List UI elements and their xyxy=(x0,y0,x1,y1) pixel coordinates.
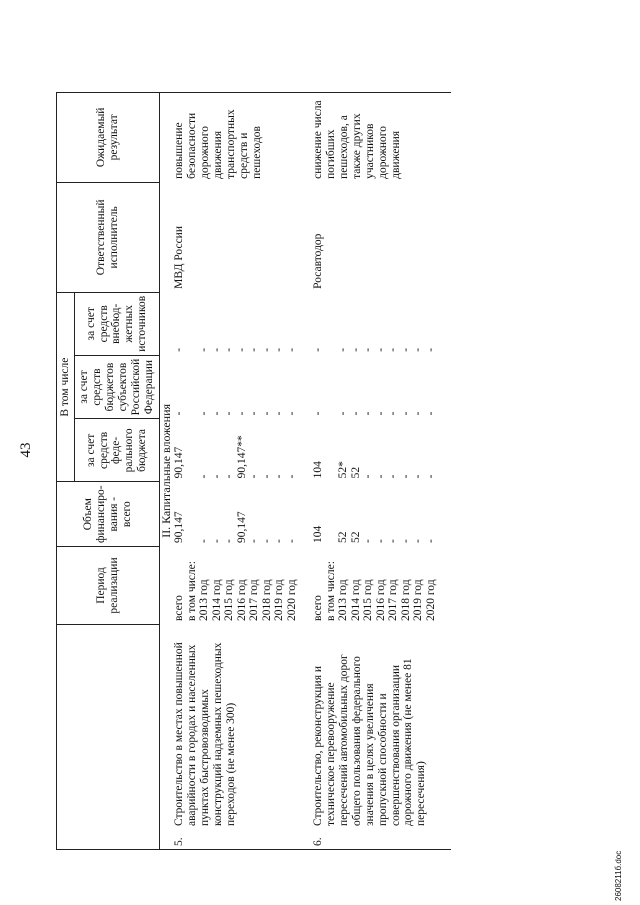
regional-value: - xyxy=(198,411,211,416)
regional-cell xyxy=(173,355,298,419)
extra-value: - xyxy=(387,347,400,352)
federal-cell xyxy=(312,419,437,482)
activity-text: Строительство, реконструкция и техническое перевооружение пересечений автомобильных дорог общего пользования федерального значения в целях увеличения пропускной способности и совершенствования организации дорожного движения (не менее 81 пересечения) xyxy=(312,654,428,826)
total-value: - xyxy=(285,539,298,543)
period-value: 2013 год xyxy=(337,579,350,621)
extra-value: - xyxy=(285,347,298,352)
regional-value: - xyxy=(173,411,186,416)
total-value: - xyxy=(412,539,425,543)
regional-value: - xyxy=(337,411,350,416)
header-executor: Ответственный исполнитель xyxy=(57,182,160,292)
extra-value: - xyxy=(235,347,248,352)
total-value: - xyxy=(273,539,286,543)
regional-value: - xyxy=(312,411,325,416)
extra-value: - xyxy=(412,347,425,352)
regional-value: - xyxy=(362,411,375,416)
extra-cell xyxy=(312,292,437,355)
regional-value xyxy=(325,359,338,416)
federal-value xyxy=(325,422,338,478)
regional-value: - xyxy=(424,411,437,416)
federal-value: - xyxy=(399,474,412,479)
regional-value: - xyxy=(399,411,412,416)
period-value: в том числе: xyxy=(185,561,198,621)
total-value: - xyxy=(374,539,387,543)
regional-value: - xyxy=(387,411,400,416)
spacer-cell xyxy=(298,92,312,849)
regional-value: - xyxy=(223,411,236,416)
regional-value: - xyxy=(235,411,248,416)
total-cell xyxy=(312,482,437,547)
period-value: 2019 год xyxy=(273,579,286,621)
section-row xyxy=(159,92,173,849)
activity-row xyxy=(173,92,298,849)
extra-value: - xyxy=(210,347,223,352)
total-value: - xyxy=(260,539,273,543)
header-total: Объем финансиро-вания - всего xyxy=(57,482,160,547)
regional-value: - xyxy=(412,411,425,416)
activity-block xyxy=(312,628,428,846)
spacer-cell xyxy=(437,92,451,849)
total-value: - xyxy=(198,539,211,543)
program-table xyxy=(56,92,451,850)
total-value: - xyxy=(362,539,375,543)
regional-value: - xyxy=(210,411,223,416)
extra-value: - xyxy=(374,347,387,352)
federal-value: 90,147** xyxy=(235,435,248,479)
extra-value: - xyxy=(312,347,325,352)
federal-value: 52 xyxy=(349,466,362,479)
total-value xyxy=(186,485,199,543)
period-value: всего xyxy=(173,595,186,621)
regional-value: - xyxy=(374,411,387,416)
total-value: - xyxy=(399,539,412,543)
period-value: 2013 год xyxy=(198,579,211,621)
header-extra: за счет средств внебюд-жетных источников xyxy=(74,292,159,355)
section-title: II. Капитальные вложения xyxy=(159,92,173,849)
total-value xyxy=(325,485,338,543)
period-value: 2020 год xyxy=(424,579,437,621)
regional-value: - xyxy=(260,411,273,416)
period-value: 2014 год xyxy=(210,579,223,621)
total-value: - xyxy=(210,539,223,543)
row-spacer xyxy=(298,92,312,849)
federal-value: - xyxy=(248,474,261,479)
period-value: 2016 год xyxy=(374,579,387,621)
header-activity xyxy=(57,625,160,850)
result-cell: повышение безопасности дорожного движения транспортных средств и пешеходов xyxy=(173,92,298,182)
period-cell xyxy=(173,547,298,625)
period-value: 2014 год xyxy=(349,579,362,621)
federal-value: - xyxy=(285,474,298,479)
executor-cell: Росавтодор xyxy=(312,233,325,289)
regional-value: - xyxy=(248,411,261,416)
result-cell: снижение числа погибших пешеходов, а также других участников дорожного движения xyxy=(312,92,437,182)
federal-value: - xyxy=(210,474,223,479)
header-group: В том числе xyxy=(57,292,75,482)
federal-value: 90,147 xyxy=(173,446,186,479)
header-federal: за счет средств феде-рального бюджета xyxy=(74,419,159,482)
regional-value: - xyxy=(273,411,286,416)
header-regional: за счет средств бюджетов субъектов Российской Федерации xyxy=(74,355,159,419)
extra-value: - xyxy=(337,347,350,352)
extra-value: - xyxy=(248,347,261,352)
period-value: 2018 год xyxy=(260,579,273,621)
period-cell xyxy=(312,547,437,625)
period-value: 2016 год xyxy=(235,579,248,621)
federal-value: - xyxy=(424,474,437,479)
federal-value: - xyxy=(374,474,387,479)
activity-number: 5. xyxy=(173,837,186,846)
regional-value xyxy=(186,359,199,416)
period-value: всего xyxy=(312,595,325,621)
extra-value: - xyxy=(273,347,286,352)
period-value: 2020 год xyxy=(285,579,298,621)
doc-id: 2608211б.doc xyxy=(614,850,623,901)
total-value: 90,147 xyxy=(173,511,186,543)
federal-cell xyxy=(173,419,298,482)
regional-value: - xyxy=(285,411,298,416)
total-value: 52 xyxy=(337,531,350,543)
activity-cell xyxy=(312,625,437,850)
extra-value: - xyxy=(349,347,362,352)
activity-text: Строительство в местах повышенной аварийности в городах и населенных пунктах быстровозводимых конструкций надземных пешеходных переходов (не менее 300) xyxy=(173,642,237,826)
federal-value: - xyxy=(362,474,375,479)
row-spacer xyxy=(437,92,451,849)
federal-value: 52* xyxy=(337,461,350,479)
period-value: 2015 год xyxy=(362,579,375,621)
period-value: 2017 год xyxy=(248,579,261,621)
activity-block xyxy=(173,628,237,846)
extra-value: - xyxy=(223,347,236,352)
activity-cell xyxy=(173,625,298,850)
extra-value xyxy=(325,296,338,352)
extra-value: - xyxy=(260,347,273,352)
federal-value: - xyxy=(273,474,286,479)
total-cell xyxy=(173,482,298,547)
period-value: 2018 год xyxy=(399,579,412,621)
period-value: 2017 год xyxy=(387,579,400,621)
federal-value xyxy=(186,422,199,478)
total-value: - xyxy=(387,539,400,543)
page-number: 43 xyxy=(18,442,34,458)
regional-value: - xyxy=(349,411,362,416)
period-value: 2019 год xyxy=(412,579,425,621)
federal-value: - xyxy=(198,474,211,479)
executor-cell: МВД России xyxy=(173,226,186,289)
total-value: - xyxy=(424,539,437,543)
extra-value: - xyxy=(424,347,437,352)
total-value: - xyxy=(248,539,261,543)
federal-value: - xyxy=(412,474,425,479)
federal-value: - xyxy=(223,474,236,479)
activity-number: 6. xyxy=(312,837,325,846)
extra-value: - xyxy=(198,347,211,352)
extra-value: - xyxy=(362,347,375,352)
extra-value: - xyxy=(173,347,186,352)
total-value: 104 xyxy=(312,525,325,543)
period-value: в том числе: xyxy=(324,561,337,621)
extra-value xyxy=(186,296,199,352)
total-value: - xyxy=(223,539,236,543)
extra-cell xyxy=(173,292,298,355)
federal-value: - xyxy=(387,474,400,479)
header-result: Ожидаемый результат xyxy=(57,92,160,182)
federal-value: 104 xyxy=(312,461,325,479)
period-value: 2015 год xyxy=(223,579,236,621)
regional-cell xyxy=(312,355,437,419)
extra-value: - xyxy=(399,347,412,352)
total-value: 52 xyxy=(349,531,362,543)
activity-row xyxy=(312,92,437,849)
federal-value: - xyxy=(260,474,273,479)
total-value: 90,147 xyxy=(235,511,248,543)
header-period: Период реализации xyxy=(57,547,160,625)
